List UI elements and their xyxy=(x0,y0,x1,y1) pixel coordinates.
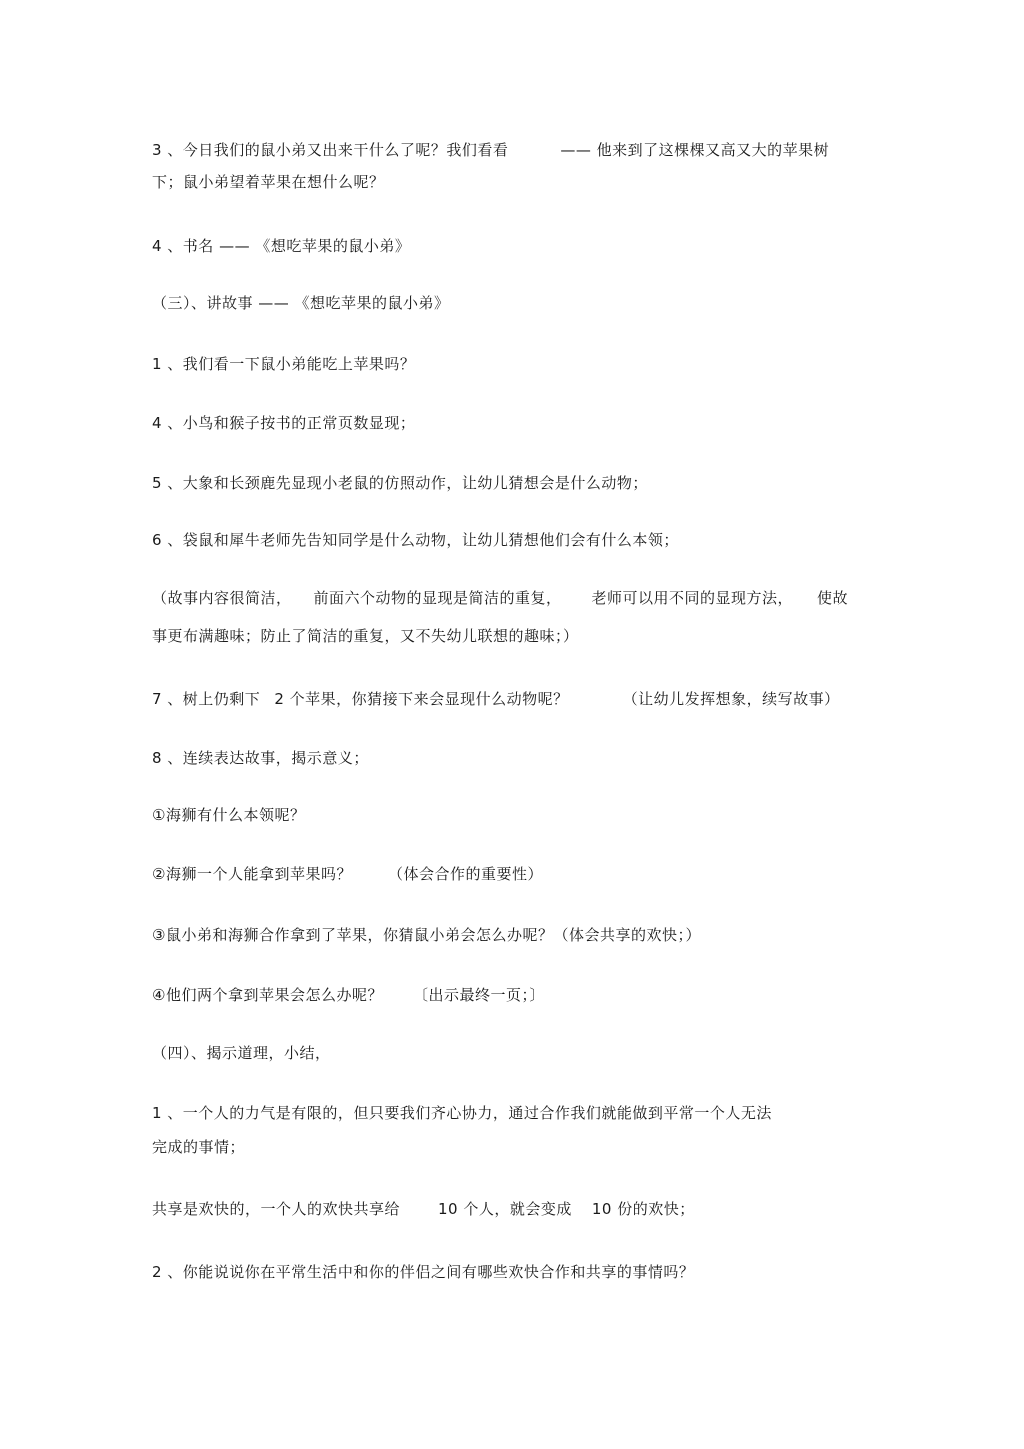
text-segment: 下；鼠小弟望着苹果在想什么呢？ xyxy=(152,173,385,191)
text-line-step-7 xyxy=(152,689,840,709)
text-segment: ①海狮有什么本领呢？ xyxy=(152,806,306,824)
text-line-summary-2 xyxy=(152,1262,694,1282)
text-segment: 使故 xyxy=(817,589,849,607)
text-segment: 5 、大象和长颈鹿先显现小老鼠的仿照动作，让幼儿猜想会是什么动物； xyxy=(152,474,648,492)
text-line-question-4 xyxy=(152,985,545,1005)
text-line-item-3 xyxy=(152,140,829,160)
text-line-note-cont xyxy=(152,626,579,646)
text-line-note xyxy=(152,588,848,608)
text-segment: 老师可以用不同的显现方法， xyxy=(591,589,794,607)
section-heading-four xyxy=(152,1043,331,1063)
text-segment: 4 、小鸟和猴子按书的正常页数显现； xyxy=(152,414,416,432)
text-segment: （三）、讲故事 —— 《想吃苹果的鼠小弟》 xyxy=(152,294,450,312)
text-segment: 共享是欢快的，一个人的欢快共享给 xyxy=(152,1200,401,1218)
text-segment: 1 、我们看一下鼠小弟能吃上苹果吗？ xyxy=(152,355,416,373)
text-segment: 2 个苹果，你猜接下来会显现什么动物呢？ xyxy=(274,690,569,708)
text-line-step-5 xyxy=(152,473,648,493)
text-segment: 2 、你能说说你在平常生活中和你的伴侣之间有哪些欢快合作和共享的事情吗？ xyxy=(152,1263,695,1281)
text-segment: ②海狮一个人能拿到苹果吗？ xyxy=(152,865,352,883)
text-segment: （体会合作的重要性） xyxy=(387,865,543,883)
section-heading-three xyxy=(152,293,450,313)
text-segment: 6 、袋鼠和犀牛老师先告知同学是什么动物，让幼儿猜想他们会有什么本领； xyxy=(152,531,679,549)
text-segment: （让幼儿发挥想象，续写故事） xyxy=(622,690,840,708)
text-line-step-8 xyxy=(152,748,369,768)
text-segment: （故事内容很简洁， xyxy=(152,589,292,607)
text-segment: 8 、连续表达故事，揭示意义； xyxy=(152,749,369,767)
text-segment: 〔出示最终一页；〕 xyxy=(412,986,545,1004)
text-segment: —— 他来到了这棵棵又高又大的苹果树 xyxy=(560,141,830,159)
text-segment: 3 、今日我们的鼠小弟又出来干什么了呢？我们看看 xyxy=(152,141,509,159)
text-line-summary-1-cont xyxy=(152,1137,245,1157)
text-line-step-6 xyxy=(152,530,679,550)
text-segment: 事更布满趣味；防止了简洁的重复，又不失幼儿联想的趣味；） xyxy=(152,627,579,645)
text-segment: 10 个人，就会变成 xyxy=(438,1200,572,1218)
text-segment: （四）、揭示道理，小结， xyxy=(152,1044,331,1062)
text-line-sharing xyxy=(152,1199,695,1219)
text-line-item-3-cont xyxy=(152,172,385,192)
text-segment: 7 、树上仍剩下 xyxy=(152,690,261,708)
text-line-item-4 xyxy=(152,236,410,256)
text-segment: 完成的事情； xyxy=(152,1138,246,1156)
text-segment: 前面六个动物的显现是简洁的重复， xyxy=(313,589,562,607)
text-line-question-2 xyxy=(152,864,543,884)
text-line-question-1 xyxy=(152,805,305,825)
text-segment: 1 、一个人的力气是有限的，但只要我们齐心协力，通过合作我们就能做到平常一个人无法 xyxy=(152,1104,772,1122)
text-segment: 4 、书名 —— 《想吃苹果的鼠小弟》 xyxy=(152,237,411,255)
text-segment: ④他们两个拿到苹果会怎么办呢？ xyxy=(152,986,383,1004)
text-segment: 10 份的欢快； xyxy=(591,1200,695,1218)
text-line-summary-1 xyxy=(152,1103,772,1123)
text-line-question-3 xyxy=(152,925,701,945)
text-segment: ③鼠小弟和海狮合作拿到了苹果，你猜鼠小弟会怎么办呢？（体会共享的欢快；） xyxy=(152,926,701,944)
text-line-step-4 xyxy=(152,413,415,433)
text-line-step-1 xyxy=(152,354,415,374)
